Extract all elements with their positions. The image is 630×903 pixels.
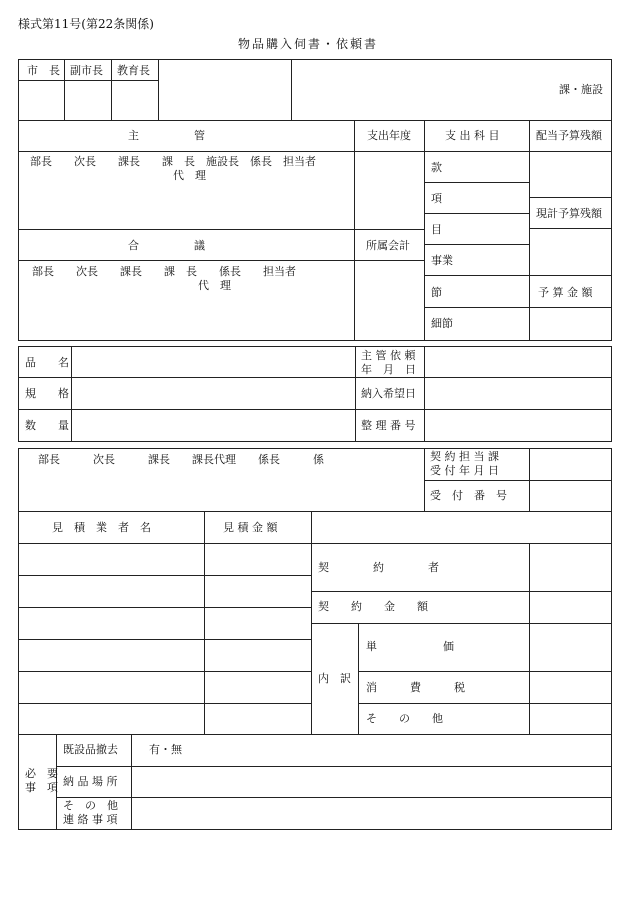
supervisor-header: 主 管 — [128, 129, 205, 142]
account-heading: 支 出 科 目 — [445, 129, 500, 142]
supervisor-roles-proxy: 代 理 — [173, 169, 206, 182]
contract-amount-label: 契 約 金 額 — [318, 600, 428, 613]
removal-value: 有・無 — [149, 743, 182, 756]
tax-label: 消 費 税 — [366, 681, 465, 694]
reference-number-label: 整 理 番 号 — [361, 419, 416, 432]
item-spec-label: 規 格 — [25, 387, 69, 400]
budget-amount-label: 予 算 金 額 — [538, 286, 593, 299]
delivery-date-label: 納入希望日 — [361, 387, 416, 400]
consultation-roles-proxy: 代 理 — [198, 279, 231, 292]
estimate-amount-header: 見 積 金 額 — [223, 521, 278, 534]
account-item: 項 — [431, 192, 442, 205]
consultation-header: 合 議 — [128, 239, 205, 252]
requirements-label-sub: 事 項 — [25, 781, 58, 794]
fiscal-year-label: 支出年度 — [367, 129, 411, 142]
consultation-roles: 部長 次長 課長 課 長 係長 担当者 — [32, 265, 296, 278]
other-amount-label: そ の 他 — [366, 712, 443, 725]
other-contact-label: そ の 他 — [63, 799, 118, 812]
contract-dept-sub: 受 付 年 月 日 — [430, 464, 499, 477]
other-contact-sub: 連 絡 事 項 — [63, 813, 118, 826]
page-title: 物品購入伺書・依頼書 — [238, 37, 379, 51]
request-date-label: 主 管 依 頼 — [361, 349, 416, 362]
account-item: 細節 — [431, 317, 453, 330]
division-label: 課・施設 — [559, 83, 603, 96]
breakdown-label: 内 訳 — [318, 672, 351, 685]
form-number: 様式第11号(第22条関係) — [18, 17, 154, 31]
delivery-place-label: 納 品 場 所 — [63, 775, 118, 788]
account-item: 目 — [431, 223, 442, 236]
deputy-mayor-label: 副市長 — [70, 64, 103, 77]
allocated-remaining-label: 配当予算残額 — [536, 129, 602, 142]
current-remaining-label: 現計予算残額 — [536, 207, 602, 220]
removal-label: 既設品撤去 — [63, 743, 118, 756]
contract-roles: 部長 次長 課長 課長代理 係長 係 — [38, 453, 324, 466]
item-name-label: 品 名 — [25, 356, 69, 369]
affiliated-account-label: 所属会計 — [366, 239, 410, 252]
account-item: 事業 — [431, 254, 453, 267]
vendor-name-header: 見 積 業 者 名 — [52, 521, 151, 534]
contract-dept-label: 契 約 担 当 課 — [430, 450, 499, 463]
supervisor-roles: 部長 次長 課長 課 長 施設長 係長 担当者 — [30, 155, 316, 168]
mayor-label: 市 長 — [27, 64, 60, 77]
requirements-label: 必 要 — [25, 767, 58, 780]
superintendent-label: 教育長 — [117, 64, 150, 77]
account-item: 款 — [431, 161, 442, 174]
account-item: 節 — [431, 286, 442, 299]
receipt-number-label: 受 付 番 号 — [430, 489, 507, 502]
request-date-sub: 年 月 日 — [361, 363, 416, 376]
item-quantity-label: 数 量 — [25, 419, 69, 432]
contractor-label: 契 約 者 — [318, 561, 439, 574]
unit-price-label: 単 価 — [366, 640, 454, 653]
